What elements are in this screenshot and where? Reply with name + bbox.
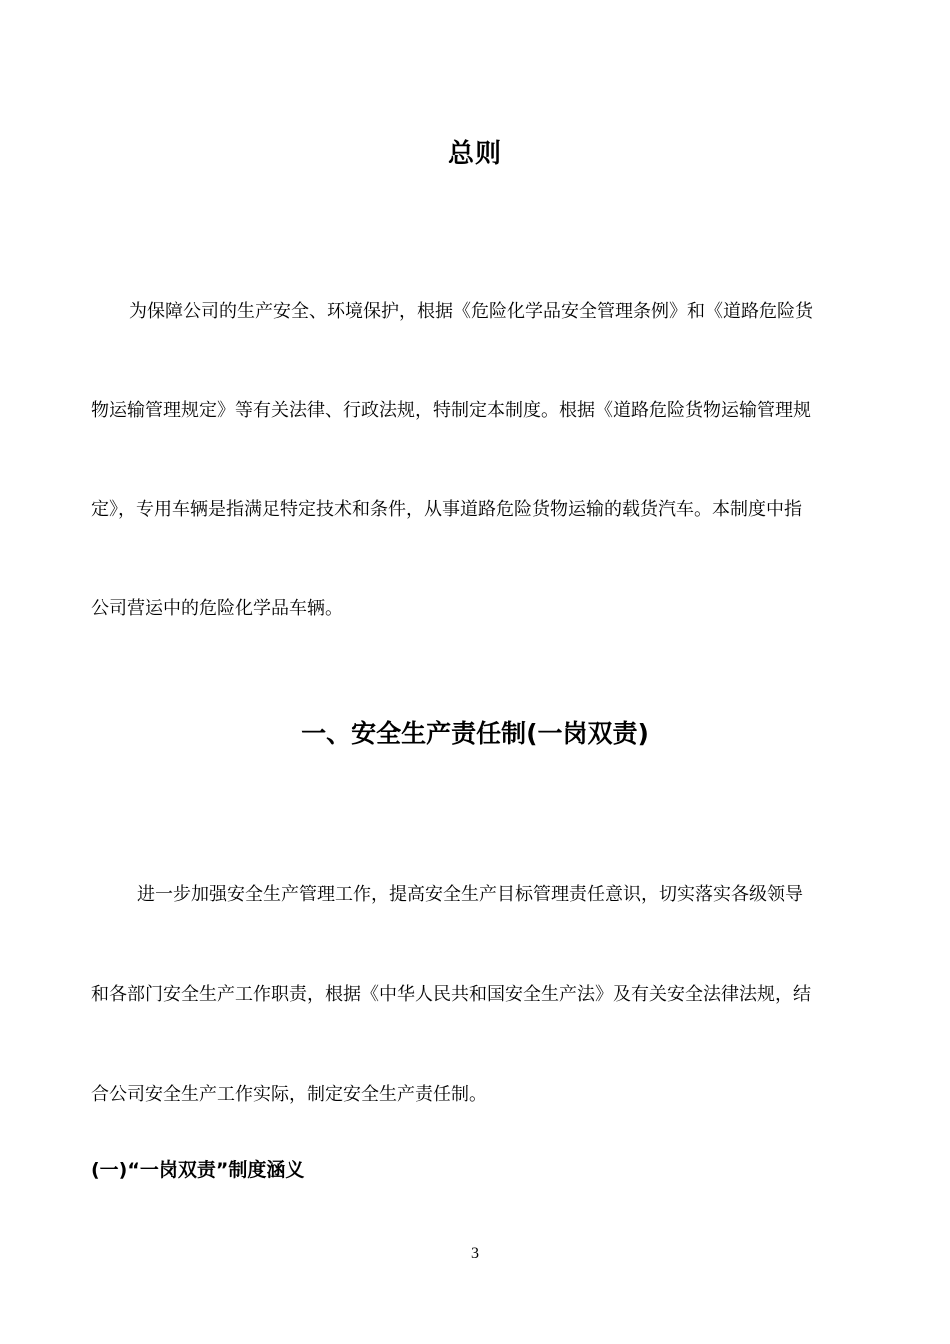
intro-paragraph-line-3: 定》，专用车辆是指满足特定技术和条件，从事道路危险货物运输的载货汽车。本制度中指 (91, 499, 802, 520)
section-heading: 一、安全生产责任制(一岗双责) (301, 719, 649, 748)
section-paragraph-line-2: 和各部门安全生产工作职责，根据《中华人民共和国安全生产法》及有关安全法律法规，结 (91, 984, 811, 1005)
intro-paragraph-line-1: 为保障公司的生产安全、环境保护，根据《危险化学品安全管理条例》和《道路危险货 (129, 301, 813, 322)
subsection-heading: (一)“一岗双责”制度涵义 (91, 1159, 305, 1181)
section-paragraph-line-3: 合公司安全生产工作实际，制定安全生产责任制。 (91, 1084, 487, 1105)
page-number: 3 (471, 1245, 479, 1262)
intro-paragraph-line-2: 物运输管理规定》等有关法律、行政法规，特制定本制度。根据《道路危险货物运输管理规 (91, 400, 811, 421)
intro-paragraph-line-4: 公司营运中的危险化学品车辆。 (91, 598, 343, 619)
page-title: 总则 (447, 139, 502, 169)
section-paragraph-line-1: 进一步加强安全生产管理工作，提高安全生产目标管理责任意识，切实落实各级领导 (137, 884, 803, 905)
